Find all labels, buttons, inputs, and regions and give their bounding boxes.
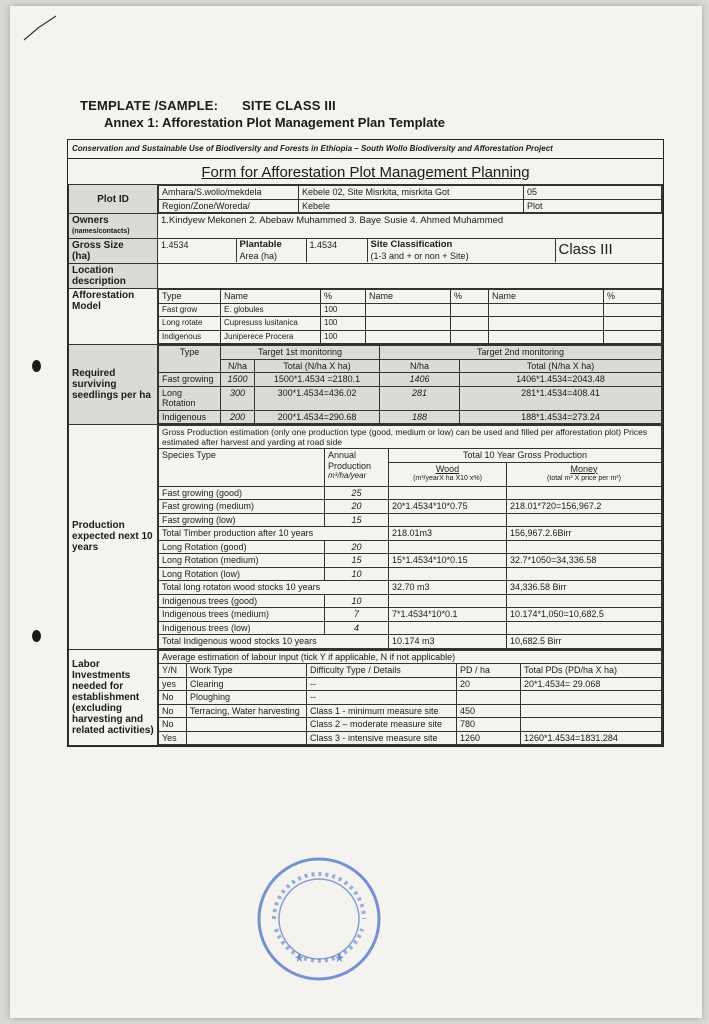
- target2-header: Target 2nd monitoring: [380, 346, 662, 360]
- plantable-label: Plantable: [239, 239, 282, 250]
- labor-yn: Yes: [159, 731, 187, 745]
- prod-annual: 15: [325, 513, 389, 527]
- seed-t2: 281*1.4534=408.41: [460, 386, 662, 410]
- annual-header-cell: [325, 449, 389, 487]
- aff-name: Juniperece Procera: [221, 330, 321, 344]
- prod-money: 10.174*1,050=10,682.5: [507, 608, 662, 622]
- total-header-1: Total (N/ha X ha): [255, 359, 380, 373]
- production-cell: [158, 425, 663, 650]
- prod-wood: 218.01m3: [389, 527, 507, 541]
- location-label: Location: [72, 265, 114, 276]
- plot-value: 05: [524, 186, 662, 200]
- difficulty-header: Difficulty Type / Details: [307, 664, 457, 678]
- col-pct-1: %: [321, 290, 366, 304]
- plantable-label-cell: [236, 239, 306, 262]
- region-value: Amhara/S.wollo/mekdela: [159, 186, 299, 200]
- prod-wood: [389, 621, 507, 635]
- production-label: Production expected next 10 years: [69, 425, 158, 650]
- money-unit: (total m³ X price per m³): [547, 475, 621, 482]
- production-note: Gross Production estimation (only one production type (good, medium or low) can be used and filled per afforestation plot) Prices estimated after harvest and yarding at road side: [159, 426, 662, 449]
- gross-label-cell: [69, 239, 158, 264]
- seed-t1: 200*1.4534=290.68: [255, 410, 380, 424]
- location-label2: description: [72, 276, 126, 287]
- gross-row: [69, 239, 663, 264]
- total-10yr-header: Total 10 Year Gross Production: [389, 449, 662, 463]
- labor-pd: [457, 691, 521, 705]
- seedling-row-long: [159, 386, 662, 410]
- prod-species: Long Rotation (low): [159, 567, 325, 581]
- labor-note: Average estimation of labour input (tick Y if applicable, N if not applicable): [159, 650, 662, 664]
- labor-yn: No: [159, 691, 187, 705]
- prod-money: 218.01*720=156,967.2: [507, 500, 662, 514]
- prod-species: Fast growing (low): [159, 513, 325, 527]
- labor-yn: yes: [159, 677, 187, 691]
- gross-unit: (ha): [72, 251, 91, 262]
- office-seal-stamp: [254, 854, 384, 984]
- production-line: [159, 540, 662, 554]
- labor-detail: Class 1 - minimum measure site: [307, 704, 457, 718]
- labor-total: 1260*1.4534=1831.284: [521, 731, 662, 745]
- wood-unit: (m³/yearX ha X10 x%): [413, 475, 482, 482]
- prod-wood: 32.70 m3: [389, 581, 507, 595]
- project-title: Conservation and Sustainable Use of Biodiversity and Forests in Ethiopia – South Wollo Biodiversity and Afforestation Project: [68, 140, 663, 159]
- afforestation-cell: [158, 289, 663, 345]
- labor-work: Clearing: [187, 677, 307, 691]
- labor-header: [159, 664, 662, 678]
- labor-yn: No: [159, 704, 187, 718]
- plot-id-label: Plot ID: [69, 185, 158, 214]
- labor-yn: No: [159, 718, 187, 732]
- labor-total: [521, 718, 662, 732]
- plantable-unit: Area (ha): [239, 250, 278, 261]
- annual-header: Annual Production: [328, 450, 372, 471]
- afforestation-label-cell: [69, 289, 158, 345]
- production-header: [159, 449, 662, 463]
- seed-type: Fast growing: [159, 373, 221, 387]
- afforestation-header: [159, 290, 662, 304]
- prod-wood: [389, 486, 507, 500]
- labor-total: [521, 691, 662, 705]
- target1-header: Target 1st monitoring: [221, 346, 380, 360]
- svg-text:★: ★: [334, 951, 345, 965]
- prod-wood: 10.174 m3: [389, 635, 507, 649]
- col-name-1: Name: [221, 290, 321, 304]
- owners-label: Owners: [72, 215, 109, 226]
- total-header-2: Total (N/ha X ha): [460, 359, 662, 373]
- owners-value: 1.Kindyew Mekonen 2. Abebaw Muhammed 3. Baye Susie 4. Ahmed Muhammed: [158, 214, 663, 239]
- afforestation-label2: Model: [72, 301, 101, 312]
- production-line: [159, 567, 662, 581]
- labor-line: [159, 677, 662, 691]
- seed-type: Long Rotation: [159, 386, 221, 410]
- location-row: [69, 264, 663, 289]
- kebele-label: Kebele: [299, 199, 524, 213]
- prod-species: Fast growing (medium): [159, 500, 325, 514]
- gross-value: 1.4534: [158, 239, 236, 262]
- prod-annual: 7: [325, 608, 389, 622]
- prod-wood: [389, 567, 507, 581]
- site-class-heading: SITE CLASS III: [242, 98, 336, 113]
- seedling-row-fast: [159, 373, 662, 387]
- production-line: [159, 500, 662, 514]
- nha-header-2: N/ha: [380, 359, 460, 373]
- labor-work: [187, 718, 307, 732]
- total-pds-header: Total PDs (PD/ha X ha): [521, 664, 662, 678]
- annual-unit: m³/ha/year: [328, 471, 367, 480]
- location-value: [158, 264, 663, 289]
- labor-work: Terracing, Water harvesting: [187, 704, 307, 718]
- form-table: [68, 184, 663, 746]
- gross-label: Gross Size: [72, 240, 124, 251]
- plantable-value: 1.4534: [306, 239, 367, 262]
- afforestation-row-long: [159, 317, 662, 331]
- production-row: [69, 425, 663, 650]
- prod-species: Total Timber production after 10 years: [159, 527, 389, 541]
- plot-id-cell: [158, 185, 663, 214]
- prod-annual: 25: [325, 486, 389, 500]
- seed-t1: 1500*1.4534 =2180.1: [255, 373, 380, 387]
- template-label: TEMPLATE /SAMPLE:: [80, 98, 219, 113]
- svg-text:★: ★: [294, 951, 305, 965]
- labor-detail: Class 3 - intensive measure site: [307, 731, 457, 745]
- seed-n1: 300: [221, 386, 255, 410]
- labor-pd: 1260: [457, 731, 521, 745]
- production-line: [159, 513, 662, 527]
- owners-row: [69, 214, 663, 239]
- production-line: [159, 621, 662, 635]
- seed-type-header: Type: [159, 346, 221, 373]
- seedlings-cell: [158, 345, 663, 425]
- seed-n1: 200: [221, 410, 255, 424]
- region-label: Region/Zone/Woreda/: [159, 199, 299, 213]
- punch-hole-upper: [32, 360, 41, 372]
- production-total-line: [159, 581, 662, 595]
- prod-species: Long Rotation (good): [159, 540, 325, 554]
- labor-row: [69, 649, 663, 746]
- col-name-2: Name: [366, 290, 451, 304]
- prod-annual: 20: [325, 500, 389, 514]
- annex-title: Annex 1: Afforestation Plot Management Plan Template: [104, 115, 445, 130]
- production-line: [159, 608, 662, 622]
- seed-n1: 1500: [221, 373, 255, 387]
- seedlings-header-1: [159, 346, 662, 360]
- labor-line: [159, 718, 662, 732]
- money-header-cell: [507, 462, 662, 486]
- labor-total: [521, 704, 662, 718]
- aff-name: E. globules: [221, 303, 321, 317]
- labor-line: [159, 691, 662, 705]
- seed-t2: 1406*1.4534=2043.48: [460, 373, 662, 387]
- prod-wood: [389, 594, 507, 608]
- prod-annual: 20: [325, 540, 389, 554]
- species-header: Species Type: [159, 449, 325, 487]
- prod-species: Indigenous trees (medium): [159, 608, 325, 622]
- plot-label: Plot: [524, 199, 662, 213]
- prod-money: [507, 486, 662, 500]
- aff-type: Indigenous: [159, 330, 221, 344]
- prod-species: Total Indigenous wood stocks 10 years: [159, 635, 389, 649]
- labor-detail: Class 2 – moderate measure site: [307, 718, 457, 732]
- prod-money: [507, 567, 662, 581]
- prod-species: Indigenous trees (good): [159, 594, 325, 608]
- prod-wood: 15*1.4534*10*0.15: [389, 554, 507, 568]
- labor-pd: 450: [457, 704, 521, 718]
- document-page: [10, 6, 702, 1018]
- site-class-value: Class III: [555, 239, 662, 262]
- production-line: [159, 554, 662, 568]
- owners-label-cell: [69, 214, 158, 239]
- prod-species: Fast growing (good): [159, 486, 325, 500]
- labor-detail: --: [307, 677, 457, 691]
- production-total-line: [159, 527, 662, 541]
- seed-type: Indigenous: [159, 410, 221, 424]
- prod-money: 156,967.2.6Birr: [507, 527, 662, 541]
- labor-line: [159, 704, 662, 718]
- yn-header: Y/N: [159, 664, 187, 678]
- labor-work: Ploughing: [187, 691, 307, 705]
- site-classification-label: Site Classification: [370, 239, 453, 250]
- afforestation-row-indigenous: [159, 330, 662, 344]
- pen-mark: [22, 14, 58, 44]
- pd-ha-header: PD / ha: [457, 664, 521, 678]
- prod-money: [507, 540, 662, 554]
- prod-annual: 10: [325, 567, 389, 581]
- prod-annual: 4: [325, 621, 389, 635]
- aff-type: Fast grow: [159, 303, 221, 317]
- site-classification-sub: (1-3 and + or non + Site): [370, 250, 469, 261]
- work-type-header: Work Type: [187, 664, 307, 678]
- wood-header: Wood: [435, 463, 460, 474]
- nha-header-1: N/ha: [221, 359, 255, 373]
- gross-cell: [158, 239, 663, 264]
- seed-t2: 188*1.4534=273.24: [460, 410, 662, 424]
- prod-wood: [389, 513, 507, 527]
- plot-row: [69, 185, 663, 214]
- seed-n2: 281: [380, 386, 460, 410]
- labor-total: 20*1.4534= 29.068: [521, 677, 662, 691]
- seed-n2: 188: [380, 410, 460, 424]
- prod-money: [507, 621, 662, 635]
- owners-sublabel: (names/contacts): [72, 228, 130, 235]
- seedlings-row: [69, 345, 663, 425]
- labor-line: [159, 731, 662, 745]
- labor-pd: 20: [457, 677, 521, 691]
- labor-pd: 780: [457, 718, 521, 732]
- prod-money: [507, 513, 662, 527]
- seed-t1: 300*1.4534=436.02: [255, 386, 380, 410]
- aff-type: Long rotate: [159, 317, 221, 331]
- form-title: Form for Afforestation Plot Management Planning: [201, 164, 530, 181]
- prod-money: [507, 594, 662, 608]
- col-type: Type: [159, 290, 221, 304]
- prod-money: 10,682.5 Birr: [507, 635, 662, 649]
- seedlings-header-2: [159, 359, 662, 373]
- prod-money: 32.7*1050=34,336.58: [507, 554, 662, 568]
- prod-wood: [389, 540, 507, 554]
- money-header: Money: [570, 463, 598, 474]
- labor-label: Labor Investments needed for establishment (excluding harvesting and related activities): [69, 649, 158, 746]
- production-line: [159, 486, 662, 500]
- afforestation-row-fast: [159, 303, 662, 317]
- prod-annual: 10: [325, 594, 389, 608]
- production-total-line: [159, 635, 662, 649]
- labor-cell: [158, 649, 663, 746]
- form-frame: [67, 139, 664, 747]
- aff-pct: 100: [321, 317, 366, 331]
- prod-annual: 15: [325, 554, 389, 568]
- production-line: [159, 594, 662, 608]
- prod-money: 34,336.58 Birr: [507, 581, 662, 595]
- aff-name: Cupresuss lusitanica: [221, 317, 321, 331]
- afforestation-label: Afforestation: [72, 290, 135, 301]
- location-label-cell: [69, 264, 158, 289]
- aff-pct: 100: [321, 330, 366, 344]
- labor-work: [187, 731, 307, 745]
- prod-wood: 20*1.4534*10*0.75: [389, 500, 507, 514]
- seedling-row-indigenous: [159, 410, 662, 424]
- labor-detail: --: [307, 691, 457, 705]
- prod-species: Total long rotaton wood stocks 10 years: [159, 581, 389, 595]
- template-heading: [80, 98, 336, 113]
- site-class-label-cell: [367, 239, 555, 262]
- seedlings-label: Required surviving seedlings per ha: [69, 345, 158, 425]
- punch-hole-lower: [32, 630, 41, 642]
- prod-wood: 7*1.4534*10*0.1: [389, 608, 507, 622]
- wood-header-cell: [389, 462, 507, 486]
- col-name-3: Name: [489, 290, 604, 304]
- afforestation-row: [69, 289, 663, 345]
- aff-pct: 100: [321, 303, 366, 317]
- kebele-value: Kebele 02, Site Misrkita, misrkita Got: [299, 186, 524, 200]
- col-pct-3: %: [604, 290, 662, 304]
- col-pct-2: %: [451, 290, 489, 304]
- prod-species: Indigenous trees (low): [159, 621, 325, 635]
- seed-n2: 1406: [380, 373, 460, 387]
- prod-species: Long Rotation (medium): [159, 554, 325, 568]
